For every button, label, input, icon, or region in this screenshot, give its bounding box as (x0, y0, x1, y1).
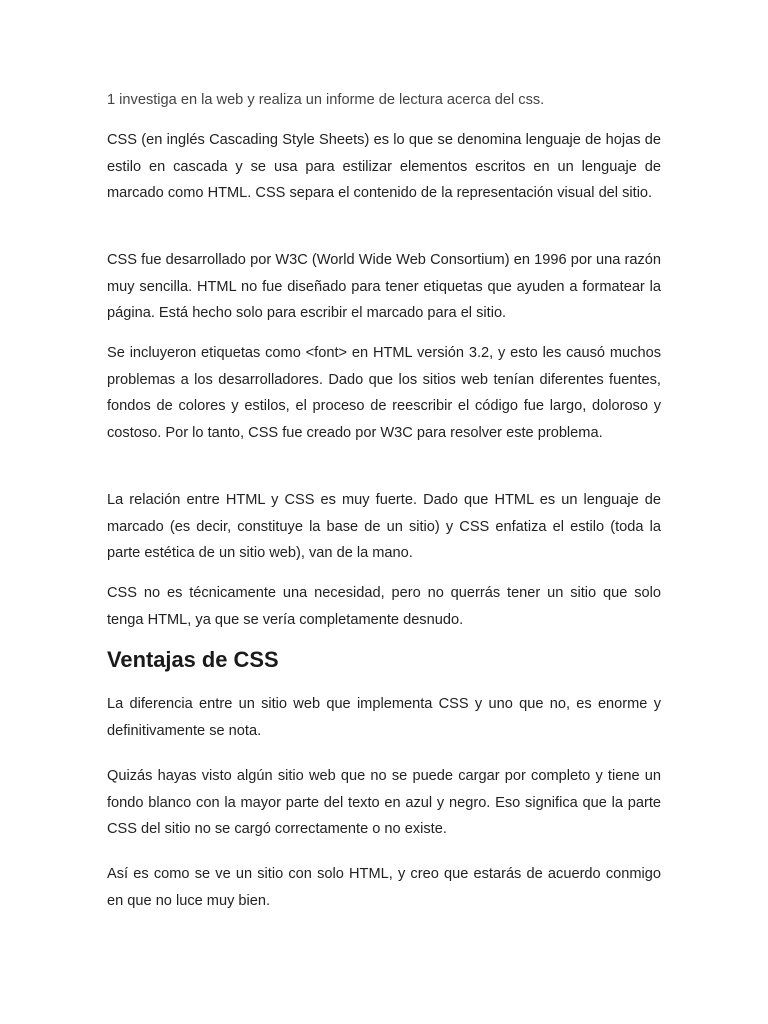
paragraph-html-css-relation: La relación entre HTML y CSS es muy fuerte. Dado que HTML es un lenguaje de marcado (es decir, constituye la base de un sitio) y CSS enfatiza el estilo (toda la parte estética de un sitio web), van de la mano. (107, 492, 661, 562)
paragraph-css-necessity: CSS no es técnicamente una necesidad, pero no querrás tener un sitio que solo tenga HTML, ya que se vería completamente desnudo. (107, 585, 661, 628)
paragraph-font-tags: Se incluyeron etiquetas como <font> en HTML versión 3.2, y esto les causó muchos problemas a los desarrolladores. Dado que los sitios web tenían diferentes fuentes, fondos de colores y estilos, el proceso de reescribir el código fue largo, doloroso y costoso. Por lo tanto, CSS fue creado por W3C para resolver este problema. (107, 345, 661, 441)
paragraph-html-only: Así es como se ve un sitio con solo HTML, y creo que estarás de acuerdo conmigo en que no luce muy bien. (107, 866, 661, 909)
paragraph-css-definition: CSS (en inglés Cascading Style Sheets) es lo que se denomina lenguaje de hojas de estilo en cascada y se usa para estilizar elementos escritos en un lenguaje de marcado como HTML. CSS separa el contenido de la representación visual del sitio. (107, 132, 661, 202)
intro-line: 1 investiga en la web y realiza un informe de lectura acerca del css. (107, 92, 545, 108)
paragraph-css-history: CSS fue desarrollado por W3C (World Wide Web Consortium) en 1996 por una razón muy sencilla. HTML no fue diseñado para tener etiquetas que ayuden a formatear la página. Está hecho solo para escribir el marcado para el sitio. (107, 252, 661, 322)
paragraph-unloaded-site: Quizás hayas visto algún sitio web que no se puede cargar por completo y tiene un fondo blanco con la mayor parte del texto en azul y negro. Eso significa que la parte CSS del sitio no se cargó correctamente o no existe. (107, 768, 661, 838)
section-heading: Ventajas de CSS (107, 647, 279, 672)
paragraph-difference: La diferencia entre un sitio web que implementa CSS y uno que no, es enorme y definitivamente se nota. (107, 696, 661, 739)
